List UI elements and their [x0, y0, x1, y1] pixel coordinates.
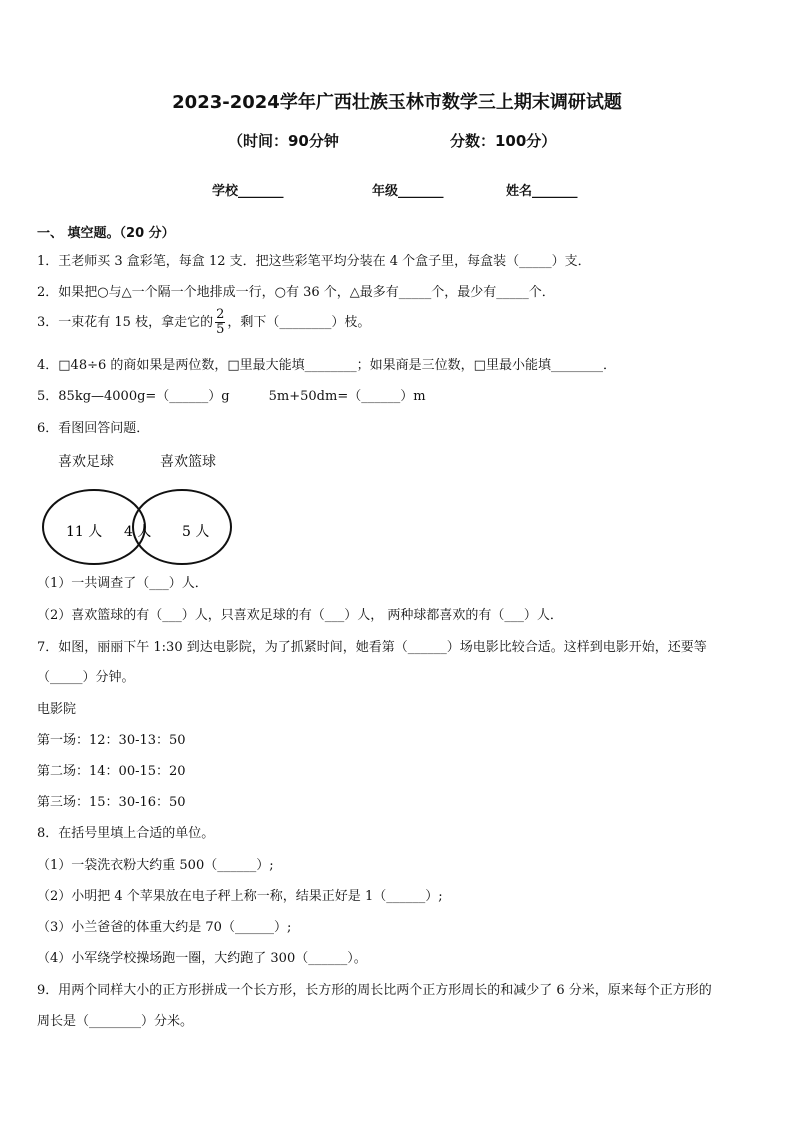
school-field[interactable]: 学校_______: [212, 184, 284, 199]
showtime-1: 第一场：12：30-13：50: [37, 733, 186, 748]
question-8-4: （4）小军绕学校操场跑一圈，大约跑了 300（______）。: [37, 951, 367, 966]
fraction-denominator: 5: [216, 322, 225, 337]
venn-label-football: 喜欢足球: [58, 454, 114, 470]
section-heading: 一、 填空题。（20 分）: [37, 226, 175, 241]
question-6: 6．看图回答问题．: [37, 421, 150, 436]
question-4: 4．□48÷6 的商如果是两位数，□里最大能填________；如果商是三位数，□里最小能填________．: [37, 358, 616, 373]
question-1: 1．王老师买 3 盒彩笔，每盒 12 支．把这些彩笔平均分装在 4 个盒子里，每盒装（_____）支．: [37, 254, 591, 269]
question-2: 2．如果把○与△一个隔一个地排成一行，○有 36 个，△最多有_____个，最少有_____个．: [37, 285, 555, 300]
name-field[interactable]: 姓名_______: [506, 184, 578, 199]
question-9: 9．用两个同样大小的正方形拼成一个长方形，长方形的周长比两个正方形周长的和减少了 6 分米，原来每个正方形的: [37, 983, 712, 998]
cinema-label: 电影院: [37, 702, 77, 717]
question-3-tail: ，剩下（________）枝。: [227, 315, 371, 330]
question-9-cont: 周长是（________）分米。: [37, 1014, 194, 1029]
showtime-3: 第三场：15：30-16：50: [37, 795, 186, 810]
question-6-1: （1）一共调查了（___）人．: [37, 576, 208, 591]
question-8-1: （1）一袋洗衣粉大约重 500（______）;: [37, 858, 274, 873]
question-8-2: （2）小明把 4 个苹果放在电子秤上称一称，结果正好是 1（______）;: [37, 889, 443, 904]
venn-left-count: 11 人: [66, 524, 103, 540]
showtime-2: 第二场：14：00-15：20: [37, 764, 186, 779]
grade-field[interactable]: 年级_______: [372, 184, 444, 199]
question-7-cont: （_____）分钟。: [37, 670, 135, 685]
question-8-3: （3）小兰爸爸的体重大约是 70（______）;: [37, 920, 292, 935]
question-8: 8．在括号里填上合适的单位。: [37, 826, 215, 841]
question-5: 5．85kg—4000g=（______）g 5m+50dm=（______）m: [37, 389, 426, 404]
exam-time: （时间：90分钟: [228, 132, 339, 150]
fraction: [215, 308, 225, 337]
venn-right-count: 5 人: [182, 524, 210, 540]
venn-label-basketball: 喜欢篮球: [160, 454, 216, 470]
question-3-text: 3．一束花有 15 枝，拿走它的: [37, 315, 214, 330]
question-6-2: （2）喜欢篮球的有（___）人，只喜欢足球的有（___）人， 两种球都喜欢的有（___）人．: [37, 608, 563, 623]
venn-middle-count: 4 人: [124, 524, 152, 540]
page-title: 2023-2024学年广西壮族玉林市数学三上期末调研试题: [172, 92, 622, 113]
venn-diagram: [36, 480, 236, 576]
fraction-numerator: 2: [216, 307, 225, 322]
exam-score: 分数：100分）: [450, 132, 557, 150]
question-7: 7．如图，丽丽下午 1:30 到达电影院，为了抓紧时间，她看第（______）场电影比较合适。这样到电影开始，还要等: [37, 640, 707, 655]
question-3: [37, 308, 370, 337]
